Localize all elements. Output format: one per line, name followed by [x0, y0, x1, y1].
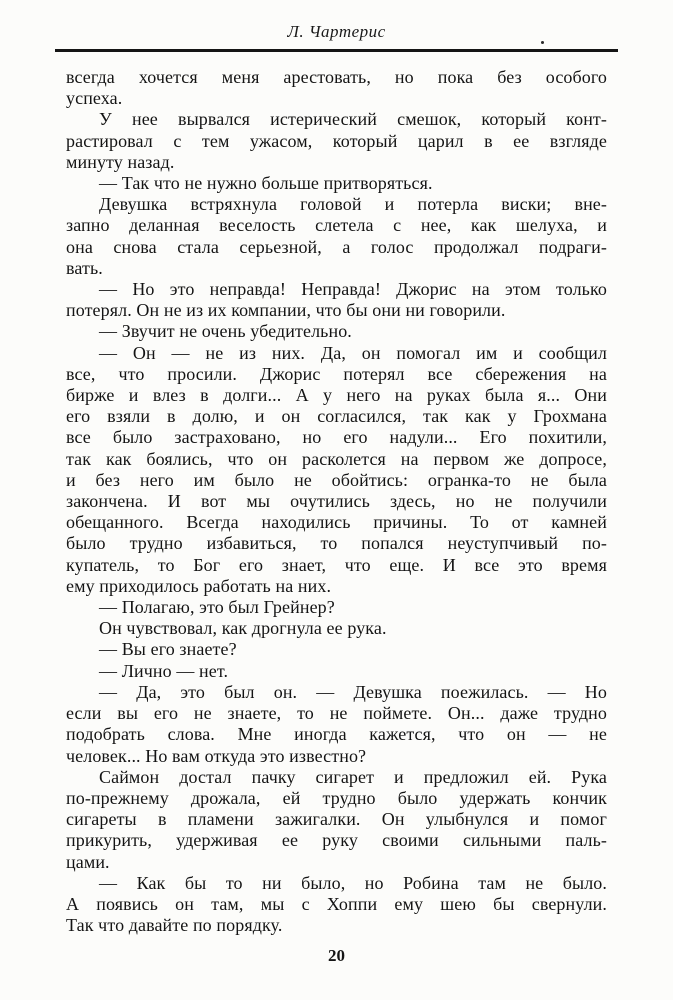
text-line: — Так что не нужно больше притворяться.: [99, 173, 433, 194]
text-line: вать.: [66, 257, 103, 278]
text-line: всегда хочется меня арестовать, но пока без особого: [66, 67, 607, 87]
text-line: бирже и влез в долги... А у него на руках была я... Они: [66, 385, 607, 406]
paragraph: [66, 109, 607, 173]
text-line: растировал с тем ужасом, который царил в ее взгляде: [66, 130, 607, 151]
paragraph: [66, 682, 607, 767]
text-line: прикурить, удерживая ее руку своими сильными паль-: [66, 830, 607, 851]
text-line: минуту назад.: [66, 151, 175, 172]
text-line: сигареты в пламени зажигалки. Он улыбнулся и помог: [66, 809, 607, 830]
paragraph: [66, 597, 607, 618]
text-line: человек... Но вам откуда это известно?: [66, 745, 367, 766]
text-line: Саймон достал пачку сигарет и предложил ей. Рука: [99, 766, 607, 787]
paragraph: [66, 67, 607, 109]
paragraph: [66, 661, 607, 682]
paragraph: [66, 767, 607, 873]
text-line: и без него им было не обойтись: огранка-то не была: [66, 469, 607, 490]
text-block: [66, 67, 607, 936]
text-line: так как боялись, что он расколется на первом же допросе,: [66, 448, 607, 469]
paragraph: [66, 873, 607, 937]
page-number: 20: [328, 946, 345, 965]
text-line: — Полагаю, это был Грейнер?: [99, 597, 335, 618]
text-line: — Как бы то ни было, но Робина там не было.: [99, 872, 607, 893]
paragraph: [66, 173, 607, 194]
text-line: она снова стала серьезной, а голос продолжал подраги-: [66, 236, 607, 257]
text-line: — Но это неправда! Неправда! Джорис на этом только: [99, 279, 607, 300]
text-line: У нее вырвался истерический смешок, который конт-: [99, 109, 607, 130]
text-line: — Да, это был он. — Девушка поежилась. — Но: [99, 681, 607, 702]
text-line: — Вы его знаете?: [99, 639, 237, 660]
paragraph: [66, 639, 607, 660]
text-line: успеха.: [66, 88, 123, 109]
text-line: — Он — не из них. Да, он помогал им и сообщил: [99, 342, 607, 363]
text-line: подобрать слова. Мне иногда кажется, что он — не: [66, 724, 607, 745]
text-line: по-прежнему дрожала, ей трудно было удержать кончик: [66, 787, 607, 808]
paragraph: [66, 194, 607, 279]
paragraph: [66, 618, 607, 639]
paragraph: [66, 279, 607, 321]
text-line: Девушка встряхнула головой и потерла виски; вне-: [99, 194, 607, 215]
text-line: все было застраховано, но его надули... Его похитили,: [66, 427, 607, 448]
text-line: купатель, то Бог его знает, что еще. И все это время: [66, 554, 607, 575]
header-rule: [55, 49, 618, 52]
paragraph: [66, 321, 607, 342]
text-line: А появись он там, мы с Хоппи ему шею бы свернули.: [66, 893, 607, 914]
text-line: Так что давайте по порядку.: [66, 915, 283, 936]
text-line: ему приходилось работать на них.: [66, 575, 332, 596]
text-line: закончена. И вот мы очутились здесь, но не получили: [66, 491, 607, 512]
text-line: все, что просили. Джорис потерял все сбережения на: [66, 363, 607, 384]
text-line: обещанного. Всегда находились причины. То от камней: [66, 512, 607, 533]
scan-speck: [541, 41, 544, 44]
running-header: Л. Чартерис: [287, 22, 386, 41]
text-line: цами.: [66, 851, 110, 872]
text-line: Он чувствовал, как дрогнула ее рука.: [99, 618, 387, 639]
text-line: — Лично — нет.: [99, 660, 229, 681]
text-line: потерял. Он не из их компании, что бы они ни говорили.: [66, 300, 506, 321]
text-line: — Звучит не очень убедительно.: [99, 321, 352, 342]
text-line: запно деланная веселость слетела с нее, как шелуха, и: [66, 215, 607, 236]
paragraph: [66, 343, 607, 597]
text-line: было трудно избавиться, то попался неуступчивый по-: [66, 533, 607, 554]
text-line: если вы его не знаете, то не поймете. Он... даже трудно: [66, 703, 607, 724]
text-line: его взяли в долю, и он согласился, так как у Грохмана: [66, 406, 607, 427]
